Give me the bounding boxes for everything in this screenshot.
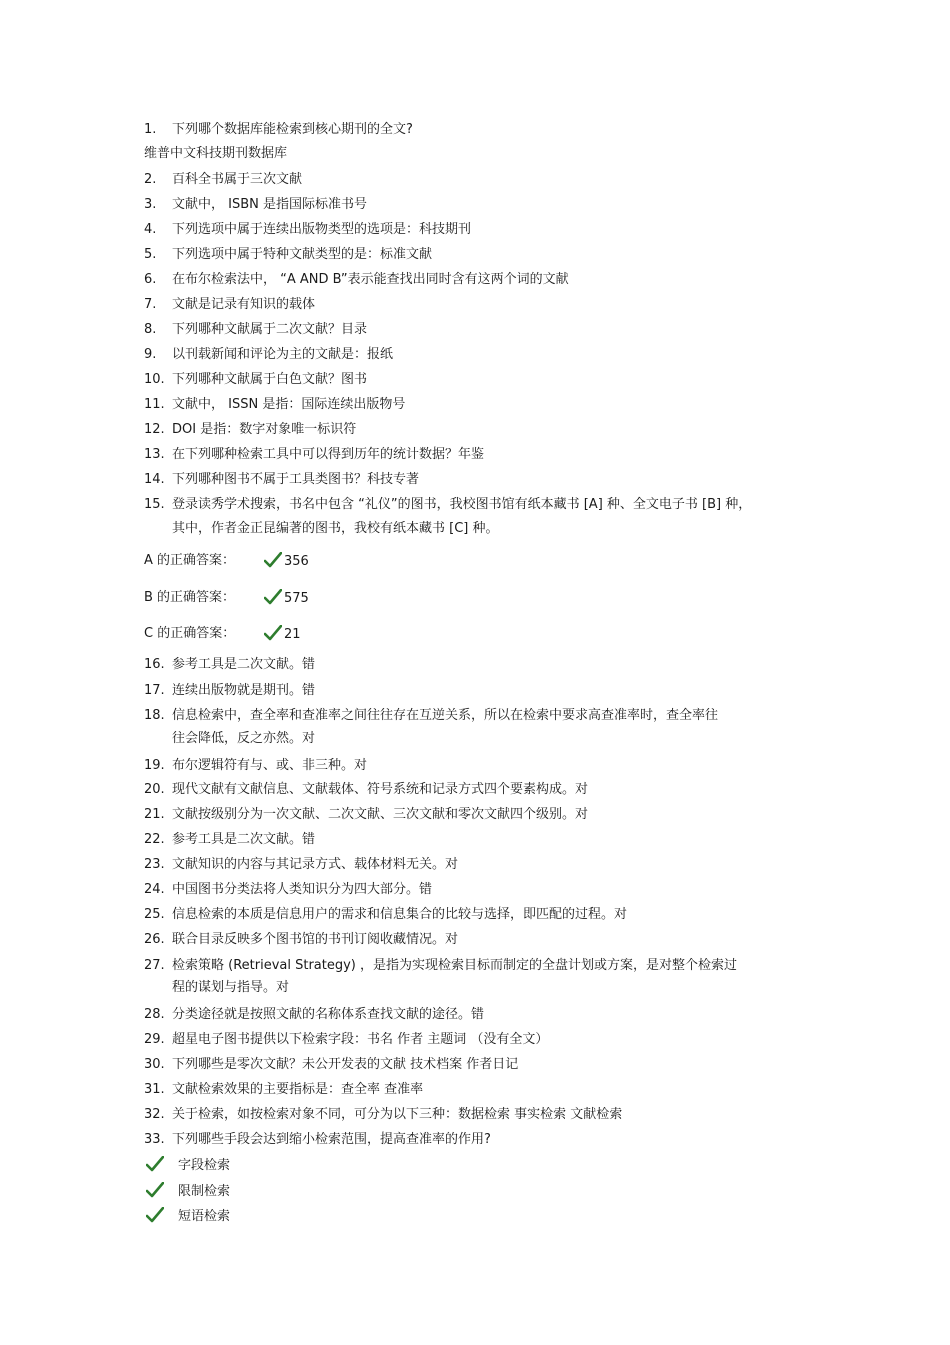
list-item bbox=[144, 856, 824, 874]
item-number: 8. bbox=[144, 322, 157, 337]
item-number: 29. bbox=[144, 1032, 165, 1047]
item-number: 27. bbox=[144, 958, 165, 973]
answer-value-a bbox=[264, 552, 309, 571]
item-text: 下列选项中属于连续出版物类型的选项是：科技期刊 bbox=[172, 222, 472, 237]
check-icon bbox=[264, 552, 282, 568]
item-text: 下列哪些手段会达到缩小检索范围，提高查准率的作用? bbox=[172, 1132, 491, 1147]
option-item bbox=[146, 1156, 230, 1175]
item-text: 下列哪种文献属于二次文献？目录 bbox=[172, 322, 368, 337]
item-text: 超星电子图书提供以下检索字段：书名 作者 主题词 （没有全文） bbox=[172, 1032, 549, 1047]
item-text: 以刊载新闻和评论为主的文献是：报纸 bbox=[172, 347, 394, 362]
item-number: 21. bbox=[144, 807, 165, 822]
item-text: 下列哪些是零次文献？未公开发表的文献 技术档案 作者日记 bbox=[172, 1057, 519, 1072]
list-item bbox=[144, 656, 824, 674]
item-text: 在下列哪种检索工具中可以得到历年的统计数据？年鉴 bbox=[172, 447, 485, 462]
item-number: 31. bbox=[144, 1082, 165, 1097]
list-item bbox=[144, 171, 824, 189]
option-text: 短语检索 bbox=[178, 1209, 231, 1224]
option-item bbox=[146, 1182, 230, 1201]
list-item bbox=[144, 831, 824, 849]
item-number: 14. bbox=[144, 472, 165, 487]
check-icon bbox=[264, 589, 282, 605]
item-text: 信息检索中，查全率和查准率之间往往存在互逆关系，所以在检索中要求高查准率时，查全率往 bbox=[172, 708, 719, 723]
question-18 bbox=[144, 707, 824, 725]
item-number: 2. bbox=[144, 172, 157, 187]
list-item bbox=[144, 1106, 824, 1124]
item-text: 布尔逻辑符有与、或、非三种。对 bbox=[172, 758, 368, 773]
item-text: 参考工具是二次文献。错 bbox=[172, 832, 316, 847]
item-number: 30. bbox=[144, 1057, 165, 1072]
item-number: 15. bbox=[144, 497, 165, 512]
item-number: 33. bbox=[144, 1132, 165, 1147]
item-text: 文献是记录有知识的载体 bbox=[172, 297, 316, 312]
list-item bbox=[144, 346, 824, 364]
list-item bbox=[144, 1031, 824, 1049]
item-text: 参考工具是二次文献。错 bbox=[172, 657, 316, 672]
item-text: 下列哪种文献属于白色文献？图书 bbox=[172, 372, 368, 387]
item-number: 13. bbox=[144, 447, 165, 462]
item-text: 登录读秀学术搜索，书名中包含 “礼仪”的图书，我校图书馆有纸本藏书 [A] 种、全文电子书 [B] 种， bbox=[172, 497, 752, 512]
list-item bbox=[144, 246, 824, 264]
item-number: 16. bbox=[144, 657, 165, 672]
item-number: 4. bbox=[144, 222, 157, 237]
item-text: 文献知识的内容与其记录方式、载体材料无关。对 bbox=[172, 857, 459, 872]
list-item bbox=[144, 1006, 824, 1024]
item-text: DOI 是指：数字对象唯一标识符 bbox=[172, 422, 357, 437]
answer-value-b bbox=[264, 589, 309, 608]
item-text: 下列哪种图书不属于工具类图书？科技专著 bbox=[172, 472, 420, 487]
question-1 bbox=[144, 121, 824, 139]
list-item bbox=[144, 1056, 824, 1074]
answer-label-b: B 的正确答案： bbox=[144, 590, 236, 605]
item-text: 文献检索效果的主要指标是：查全率 查准率 bbox=[172, 1082, 424, 1097]
answer-value-c bbox=[264, 625, 301, 644]
list-item bbox=[144, 806, 824, 824]
item-number: 1. bbox=[144, 122, 157, 137]
list-item bbox=[144, 271, 824, 289]
list-item bbox=[144, 471, 824, 489]
list-item bbox=[144, 931, 824, 949]
check-icon bbox=[146, 1182, 164, 1198]
item-number: 20. bbox=[144, 782, 165, 797]
list-item bbox=[144, 881, 824, 899]
item-number: 25. bbox=[144, 907, 165, 922]
item-number: 32. bbox=[144, 1107, 165, 1122]
item-number: 12. bbox=[144, 422, 165, 437]
item-text: 文献中， ISBN 是指国际标准书号 bbox=[172, 197, 367, 212]
item-text: 文献中， ISSN 是指：国际连续出版物号 bbox=[172, 397, 406, 412]
item-number: 18. bbox=[144, 708, 165, 723]
list-item bbox=[144, 1081, 824, 1099]
question-18-continued: 往会降低，反之亦然。对 bbox=[172, 731, 316, 746]
item-number: 28. bbox=[144, 1007, 165, 1022]
question-15-continued: 其中，作者金正昆编著的图书，我校有纸本藏书 [C] 种。 bbox=[172, 521, 499, 536]
item-text: 检索策略 (Retrieval Strategy) ，是指为实现检索目标而制定的全盘计划或方案，是对整个检索过 bbox=[172, 958, 738, 973]
check-icon bbox=[146, 1156, 164, 1172]
list-item bbox=[144, 421, 824, 439]
item-number: 24. bbox=[144, 882, 165, 897]
item-text: 现代文献有文献信息、文献载体、符号系统和记录方式四个要素构成。对 bbox=[172, 782, 589, 797]
item-number: 6. bbox=[144, 272, 157, 287]
list-item bbox=[144, 296, 824, 314]
item-number: 5. bbox=[144, 247, 157, 262]
list-item bbox=[144, 682, 824, 700]
question-27 bbox=[144, 957, 824, 975]
answer-value: 575 bbox=[284, 591, 309, 606]
item-number: 19. bbox=[144, 758, 165, 773]
list-item bbox=[144, 446, 824, 464]
option-text: 限制检索 bbox=[178, 1184, 231, 1199]
item-number: 23. bbox=[144, 857, 165, 872]
answer-value: 21 bbox=[284, 627, 301, 642]
item-number: 17. bbox=[144, 683, 165, 698]
list-item bbox=[144, 906, 824, 924]
item-number: 7. bbox=[144, 297, 157, 312]
answer-label-a: A 的正确答案： bbox=[144, 553, 236, 568]
list-item bbox=[144, 781, 824, 799]
item-number: 9. bbox=[144, 347, 157, 362]
item-text: 分类途径就是按照文献的名称体系查找文献的途径。错 bbox=[172, 1007, 485, 1022]
list-item bbox=[144, 757, 824, 775]
item-text: 下列选项中属于特种文献类型的是：标准文献 bbox=[172, 247, 433, 262]
item-text: 在布尔检索法中， “A AND B”表示能查找出同时含有这两个词的文献 bbox=[172, 272, 569, 287]
answer-label-c: C 的正确答案： bbox=[144, 626, 236, 641]
answer-value: 356 bbox=[284, 554, 309, 569]
check-icon bbox=[264, 625, 282, 641]
item-text: 关于检索，如按检索对象不同，可分为以下三种：数据检索 事实检索 文献检索 bbox=[172, 1107, 623, 1122]
item-number: 3. bbox=[144, 197, 157, 212]
item-number: 10. bbox=[144, 372, 165, 387]
item-text: 信息检索的本质是信息用户的需求和信息集合的比较与选择，即匹配的过程。对 bbox=[172, 907, 628, 922]
check-icon bbox=[146, 1207, 164, 1223]
item-text: 文献按级别分为一次文献、二次文献、三次文献和零次文献四个级别。对 bbox=[172, 807, 589, 822]
item-number: 22. bbox=[144, 832, 165, 847]
list-item bbox=[144, 396, 824, 414]
option-text: 字段检索 bbox=[178, 1158, 231, 1173]
list-item bbox=[144, 321, 824, 339]
item-text: 连续出版物就是期刊。错 bbox=[172, 683, 316, 698]
list-item bbox=[144, 196, 824, 214]
option-item bbox=[146, 1207, 230, 1226]
item-number: 11. bbox=[144, 397, 165, 412]
question-15 bbox=[144, 496, 824, 514]
item-text: 下列哪个数据库能检索到核心期刊的全文? bbox=[172, 122, 413, 137]
list-item bbox=[144, 371, 824, 389]
item-text: 中国图书分类法将人类知识分为四大部分。错 bbox=[172, 882, 433, 897]
item-text: 联合目录反映多个图书馆的书刊订阅收藏情况。对 bbox=[172, 932, 459, 947]
item-text: 百科全书属于三次文献 bbox=[172, 172, 303, 187]
item-number: 26. bbox=[144, 932, 165, 947]
answer-1: 维普中文科技期刊数据库 bbox=[144, 146, 288, 161]
list-item bbox=[144, 221, 824, 239]
question-27-continued: 程的谋划与指导。对 bbox=[172, 980, 290, 995]
list-item bbox=[144, 1131, 824, 1149]
